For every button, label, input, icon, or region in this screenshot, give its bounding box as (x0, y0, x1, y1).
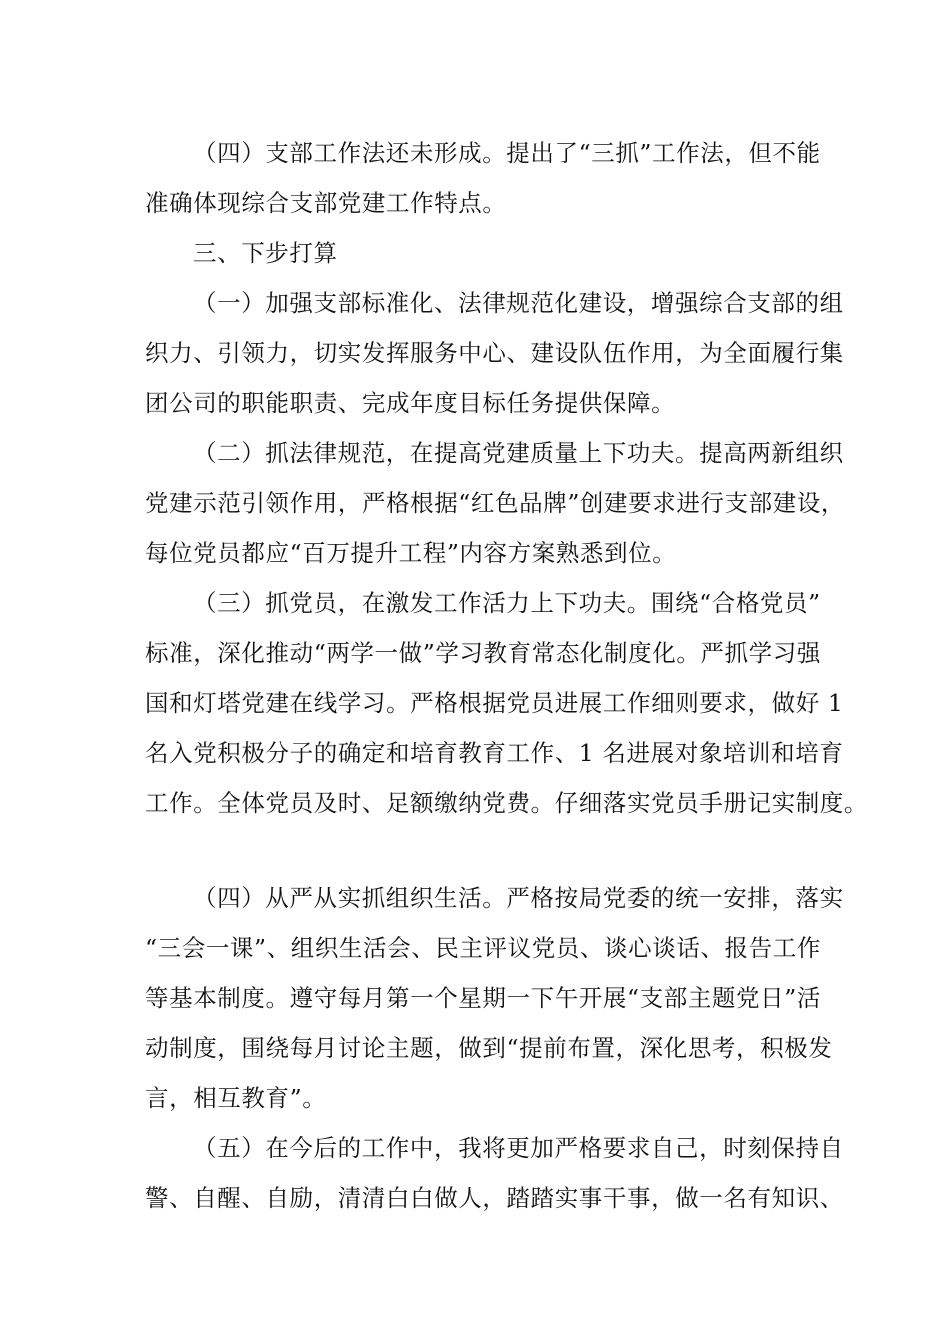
section-heading-next-steps: 三、下步打算 (193, 239, 338, 267)
paragraph-4-line-1: （四）支部工作法还未形成。提出了“三抓”工作法，但不能 (193, 139, 821, 167)
plan-4-line-5: 言，相互教育”。 (145, 1084, 327, 1112)
plan-3-line-1: （三）抓党员，在激发工作活力上下功夫。围绕“合格党员” (193, 589, 821, 617)
plan-4-line-1: （四）从严从实抓组织生活。严格按局党委的统一安排，落实 (193, 884, 844, 912)
plan-1-line-2: 织力、引领力，切实发挥服务中心、建设队伍作用，为全面履行集 (145, 339, 844, 367)
plan-3-line-3: 国和灯塔党建在线学习。严格根据党员进展工作细则要求，做好 1 (145, 689, 844, 717)
plan-4-line-2: “三会一课”、组织生活会、民主评议党员、谈心谈话、报告工作 (145, 934, 821, 962)
plan-3-line-2: 标准，深化推动“两学一做”学习教育常态化制度化。严抓学习强 (145, 639, 821, 667)
paragraph-4-line-2: 准确体现综合支部党建工作特点。 (145, 189, 507, 217)
plan-2-line-1: （二）抓法律规范，在提高党建质量上下功夫。提高两新组织 (193, 439, 844, 467)
plan-4-line-4: 动制度，围绕每月讨论主题，做到“提前布置，深化思考，积极发 (145, 1034, 833, 1062)
plan-3-line-4: 名入党积极分子的确定和培育教育工作、1 名进展对象培训和培育 (145, 739, 844, 767)
plan-2-line-3: 每位党员都应“百万提升工程”内容方案熟悉到位。 (145, 539, 677, 567)
plan-2-line-2: 党建示范引领作用，严格根据“红色品牌”创建要求进行支部建设， (145, 489, 846, 517)
plan-4-line-3: 等基本制度。遵守每月第一个星期一下午开展“支部主题党日”活 (145, 984, 821, 1012)
plan-5-line-1: （五）在今后的工作中，我将更加严格要求自己，时刻保持自 (193, 1134, 844, 1162)
plan-1-line-3: 团公司的职能职责、完成年度目标任务提供保障。 (145, 389, 676, 417)
plan-5-line-2: 警、自醒、自励，清清白白做人，踏踏实事干事，做一名有知识、 (145, 1184, 844, 1212)
plan-3-line-5: 工作。全体党员及时、足额缴纳党费。仔细落实党员手册记实制度。 (145, 789, 868, 817)
plan-1-line-1: （一）加强支部标准化、法律规范化建设，增强综合支部的组 (193, 289, 844, 317)
